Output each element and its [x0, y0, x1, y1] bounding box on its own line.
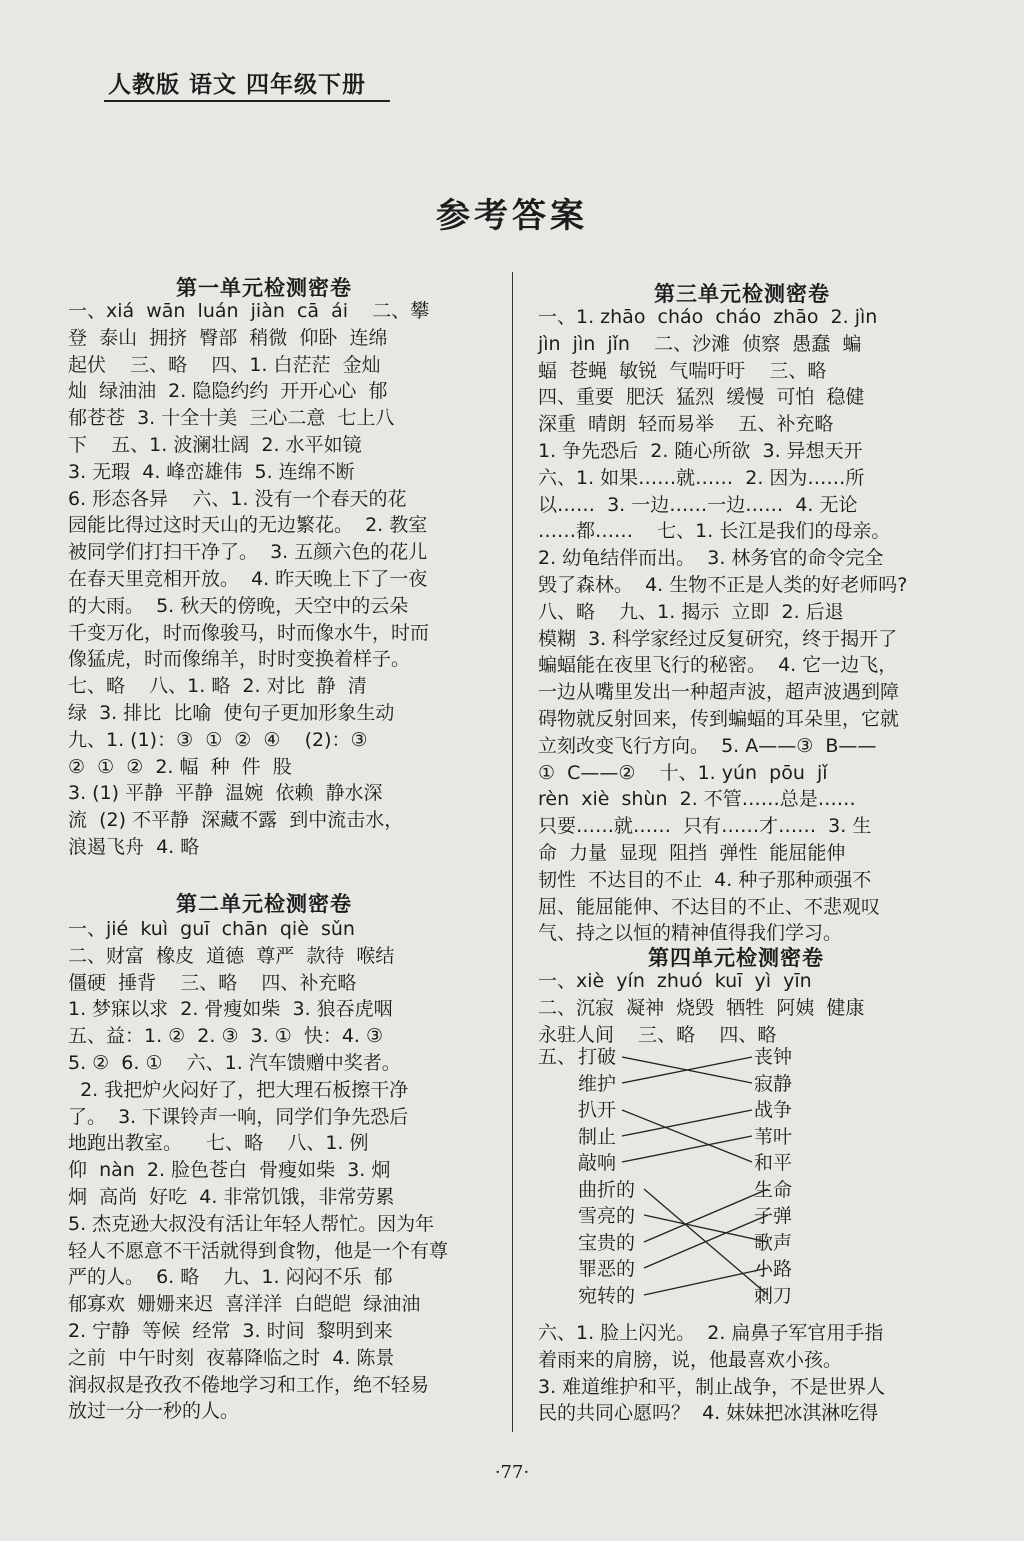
match-line: [644, 1215, 768, 1268]
answer-line: 2. 宁静 等候 经常 3. 时间 黎明到来: [68, 1319, 393, 1342]
answer-line: ① C——② 十、1. yún pōu jǐ: [538, 761, 828, 784]
answer-line: 僵硬 捶背 三、略 四、补充略: [68, 971, 357, 994]
answer-line: 的大雨。 5. 秋天的傍晚，天空中的云朵: [68, 594, 409, 617]
match-line: [622, 1110, 752, 1162]
answer-line: 五、益：1. ② 2. ③ 3. ① 快：4. ③: [68, 1025, 384, 1048]
answer-line: 民的共同心愿吗？ 4. 妹妹把冰淇淋吃得: [538, 1402, 879, 1425]
answer-line: 郁苍苍 3. 十全十美 三心二意 七上八: [68, 407, 395, 430]
answer-line: jìn jìn jǐn 二、沙滩 侦察 愚蠢 蝙: [538, 332, 862, 355]
answer-line: 刺刀: [754, 1284, 793, 1307]
answer-line: 6. 形态各异 六、1. 没有一个春天的花: [68, 487, 407, 510]
answer-line: 一边从嘴里发出一种超声波，超声波遇到障: [538, 681, 900, 704]
answer-line: 2. 我把炉火闷好了，把大理石板擦干净: [68, 1078, 409, 1101]
answer-line: 寂静: [754, 1072, 793, 1095]
match-line: [644, 1215, 768, 1242]
answer-line: 园能比得过这时天山的无边繁花。 2. 教室: [68, 514, 428, 537]
unit4-answers: [538, 968, 970, 1048]
answer-line: 流 (2) 不平静 深藏不露 到中流击水，: [68, 809, 404, 832]
answer-line: 二、财富 橡皮 道德 尊严 款待 喉结: [68, 944, 395, 967]
unit4-answers-continued: [538, 1320, 970, 1427]
answer-line: 韧性 不达目的不止 4. 种子那种顽强不: [538, 868, 872, 891]
answer-line: 立刻改变飞行方向。 5. A——③ B——: [538, 734, 877, 757]
answer-line: 小路: [754, 1258, 793, 1280]
answer-line: 敲响: [578, 1152, 617, 1174]
page-title: 参考答案: [436, 196, 588, 236]
answer-line: 绿 3. 排比 比喻 使句子更加形象生动: [68, 701, 395, 724]
match-line: [644, 1268, 768, 1295]
answer-line: 八、略 九、1. 揭示 立即 2. 后退: [538, 600, 844, 623]
answer-line: 和平: [754, 1152, 793, 1174]
answer-line: 苇叶: [754, 1125, 793, 1148]
answer-line: 扒开: [578, 1099, 617, 1121]
answer-line: 雪亮的: [578, 1205, 636, 1227]
match-line: [622, 1110, 752, 1136]
answer-line: 打破: [578, 1046, 617, 1068]
answer-line: 着雨来的肩膀，说，他最喜欢小孩。: [538, 1348, 843, 1371]
answer-line: 深重 晴朗 轻而易举 五、补充略: [538, 413, 834, 436]
answer-line: 九、1. (1)：③ ① ② ④ (2)：③: [68, 728, 368, 751]
answer-line: 3. 无瑕 4. 峰峦雄伟 5. 连绵不断: [68, 460, 355, 483]
answer-line: 战争: [754, 1099, 793, 1121]
answer-line: 严的人。 6. 略 九、1. 闷闷不乐 郁: [68, 1266, 393, 1289]
answer-line: 模糊 3. 科学家经过反复研究，终于揭开了: [538, 627, 898, 650]
answer-line: 炯 高尚 好吃 4. 非常饥饿，非常劳累: [68, 1185, 395, 1208]
answer-line: 只要……就…… 只有……才…… 3. 生: [538, 815, 872, 838]
answer-line: 永驻人间 三、略 四、略: [538, 1023, 777, 1046]
answer-line: 登 泰山 拥挤 臀部 稍微 仰卧 连绵: [68, 326, 388, 349]
answer-line: 六、1. 脸上闪光。 2. 扁鼻子军官用手指: [538, 1322, 884, 1344]
answer-line: 被同学们打扫干净了。 3. 五颜六色的花儿: [68, 541, 428, 564]
answer-line: 之前 中午时刻 夜幕降临之时 4. 陈景: [68, 1346, 395, 1369]
answer-line: 浪遏飞舟 4. 略: [68, 835, 200, 858]
answer-line: 二、沉寂 凝神 烧毁 牺牲 阿姨 健康: [538, 996, 865, 1019]
column-divider: [512, 272, 513, 1432]
answer-line: 3. 难道维护和平，制止战争，不是世界人: [538, 1375, 886, 1398]
answer-line: rèn xiè shùn 2. 不管……总是……: [538, 788, 856, 811]
answer-line: 命 力量 显现 阻挡 弹性 能屈能伸: [538, 841, 846, 864]
answer-line: 5. 杰克逊大叔没有活让年轻人帮忙。因为年: [68, 1212, 435, 1235]
answer-line: 蝠 苍蝇 敏锐 气喘吁吁 三、略: [538, 359, 827, 382]
answer-line: 罪恶的: [578, 1258, 636, 1280]
unit1-title: 第一单元检测密卷: [176, 276, 352, 300]
unit4-title: 第四单元检测密卷: [648, 946, 824, 970]
answer-line: 子弹: [754, 1205, 793, 1227]
answer-line: 3. (1) 平静 平静 温婉 依赖 静水深: [68, 782, 383, 805]
answer-line: 以…… 3. 一边……一边…… 4. 无论: [538, 493, 858, 516]
answer-line: 一、1. zhāo cháo cháo zhāo 2. jìn: [538, 306, 878, 328]
answer-line: 在春天里竞相开放。 4. 昨天晚上下了一夜: [68, 567, 428, 590]
header-underline: [104, 100, 390, 102]
answer-line: 宛转的: [578, 1284, 636, 1307]
answer-line: 屈、能屈能伸、不达目的不止、不悲观叹: [538, 895, 881, 918]
match-prefix: 五、: [538, 1046, 577, 1068]
answer-line: 了。 3. 下课铃声一响，同学们争先恐后: [68, 1105, 409, 1128]
answer-line: 地跑出教室。 七、略 八、1. 例: [68, 1132, 369, 1155]
match-line: [644, 1189, 768, 1242]
unit2-title: 第二单元检测密卷: [176, 892, 352, 916]
answer-line: 一、xiè yín zhuó kuī yì yīn: [538, 970, 812, 992]
match-line: [622, 1136, 752, 1162]
answer-line: 一、jié kuì guī chān qiè sǔn: [68, 918, 355, 940]
answer-line: 2. 幼龟结伴而出。 3. 林务官的命令完全: [538, 547, 884, 570]
answer-line: 5. ② 6. ① 六、1. 汽车馈赠中奖者。: [68, 1051, 401, 1074]
unit1-answers: [68, 298, 498, 861]
answer-line: 下 五、1. 波澜壮阔 2. 水平如镜: [68, 433, 362, 456]
unit3-answers: [538, 304, 970, 947]
answer-line: 蝙蝠能在夜里飞行的秘密。 4. 它一边飞，: [538, 654, 898, 677]
answer-line: 仰 nàn 2. 脸色苍白 骨瘦如柴 3. 炯: [68, 1159, 391, 1182]
answer-line: ……都…… 七、1. 长江是我们的母亲。: [538, 520, 891, 543]
answer-line: 放过一分一秒的人。: [68, 1400, 240, 1423]
match-connecting-lines: [600, 1040, 793, 1320]
book-header-title: 人教版 语文 四年级下册: [108, 71, 367, 98]
answer-line: 毁了森林。 4. 生物不正是人类的好老师吗?: [538, 573, 908, 596]
page-number: ·77·: [494, 1462, 530, 1483]
answer-line: 轻人不愿意不干活就得到食物，他是一个有尊: [68, 1239, 449, 1262]
answer-line: 丧钟: [754, 1046, 793, 1068]
answer-line: 1. 争先恐后 2. 随心所欲 3. 异想天开: [538, 439, 863, 462]
answer-line: 歌声: [754, 1231, 793, 1254]
answer-line: 气、持之以恒的精神值得我们学习。: [538, 922, 843, 945]
answer-line: 生命: [754, 1178, 793, 1201]
answer-line: 宝贵的: [578, 1231, 636, 1254]
answer-line: 曲折的: [578, 1178, 636, 1201]
answer-line: 灿 绿油油 2. 隐隐约约 开开心心 郁: [68, 380, 388, 403]
answer-line: 六、1. 如果……就…… 2. 因为……所: [538, 466, 865, 489]
answer-line: 千变万化，时而像骏马，时而像水牛，时而: [68, 621, 430, 644]
answer-line: 润叔叔是孜孜不倦地学习和工作，绝不轻易: [68, 1373, 430, 1396]
answer-line: 维护: [578, 1072, 617, 1095]
answer-line: 七、略 八、1. 略 2. 对比 静 清: [68, 675, 367, 698]
answer-line: 像猛虎，时而像绵羊，时时变换着样子。: [68, 648, 411, 671]
answer-line: 制止: [578, 1125, 617, 1148]
answer-line: 碍物就反射回来，传到蝙蝠的耳朵里，它就: [538, 707, 900, 730]
unit3-title: 第三单元检测密卷: [654, 282, 830, 306]
answer-line: ② ① ② 2. 幅 种 件 股: [68, 755, 292, 778]
answer-line: 郁寡欢 姗姗来迟 喜洋洋 白皑皑 绿油油: [68, 1293, 421, 1316]
answer-line: 1. 梦寐以求 2. 骨瘦如柴 3. 狼吞虎咽: [68, 998, 393, 1021]
answer-line: 起伏 三、略 四、1. 白茫茫 金灿: [68, 353, 381, 376]
answer-line: 一、xiá wān luán jiàn cā ái 二、攀: [68, 300, 430, 322]
unit2-answers: [68, 916, 498, 1425]
answer-line: 四、重要 肥沃 猛烈 缓慢 可怕 稳健: [538, 386, 865, 409]
